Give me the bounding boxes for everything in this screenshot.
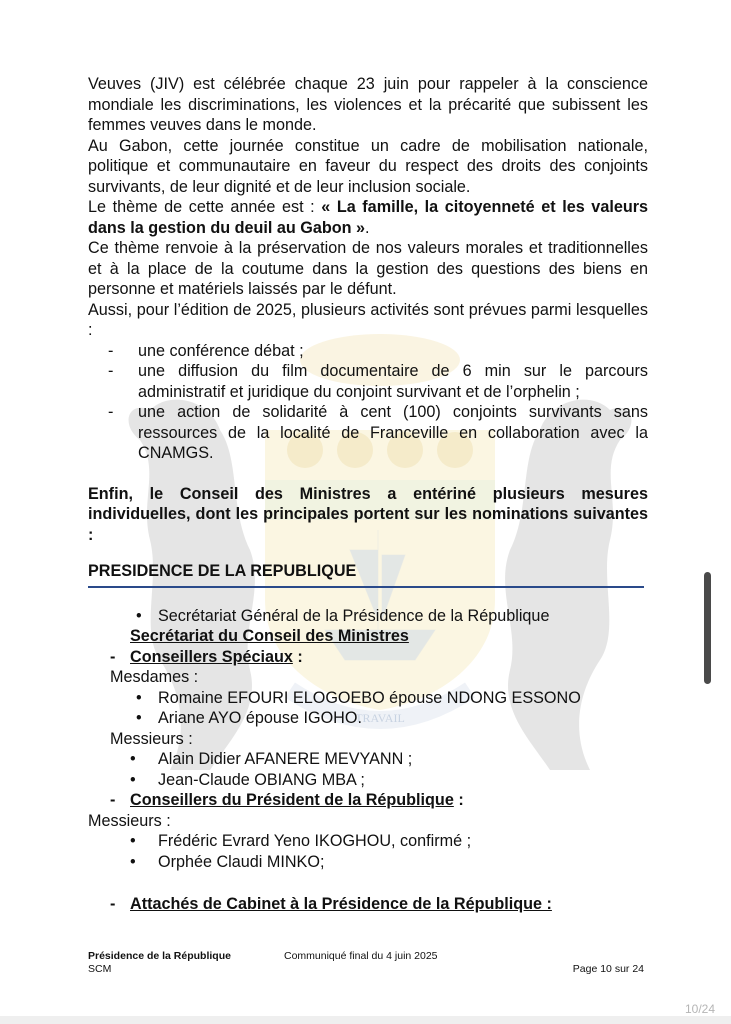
paragraph-jiv: Veuves (JIV) est célébrée chaque 23 juin pour rappeler à la conscience mondiale les discriminations, les violences et la précarité que subissent les femmes veuves dans le monde.: [88, 75, 648, 134]
page-content: [88, 74, 648, 915]
list-item: • Alain Didier AFANERE MEVYANN ;: [88, 749, 648, 770]
footer-communique: Communiqué final du 4 juin 2025: [284, 950, 438, 962]
theme-suffix: .: [365, 218, 370, 237]
list-item: - une diffusion du film documentaire de 6 min sur le parcours administratif et juridique du conjoint survivant et de l’orphelin ;: [108, 361, 648, 402]
footer-scm: SCM: [88, 963, 112, 975]
list-item: - une conférence débat ;: [108, 341, 648, 362]
scrollbar-thumb[interactable]: [704, 572, 711, 684]
paragraph-conclusion: Enfin, le Conseil des Ministres a entériné plusieurs mesures individuelles, dont les principales portent sur les nominations suivantes :: [88, 484, 648, 544]
viewer-bottom-bar: [0, 1016, 731, 1024]
messieurs-label: Messieurs :: [110, 729, 193, 748]
theme-title: « La famille, la citoyenneté et les valeurs dans la gestion du deuil au Gabon »: [88, 198, 649, 237]
list-item: • Ariane AYO épouse IGOHO.: [88, 708, 648, 729]
page-counter: 10/24: [684, 1002, 715, 1016]
attaches-heading: - Attachés de Cabinet à la Présidence de la République :: [88, 894, 648, 915]
list-item: • Jean-Claude OBIANG MBA ;: [88, 770, 648, 791]
footer-page-number: Page 10 sur 24: [572, 963, 644, 975]
scm-heading: Secrétariat du Conseil des Ministres: [130, 627, 409, 645]
list-item: - une action de solidarité à cent (100) conjoints survivants sans ressources de la localité de Franceville en collaboration avec la CNAMGS.: [108, 402, 648, 464]
conseillers-speciaux-heading: - Conseillers Spéciaux :: [88, 647, 648, 668]
theme-prefix: Le thème de cette année est :: [88, 198, 322, 216]
paragraph-gabon: Au Gabon, cette journée constitue un cadre de mobilisation nationale, politique et communautaire en faveur du respect des droits des conjoints survivants, de leur dignité et de leur inclusion sociale.: [88, 136, 648, 196]
sg-item: • Secrétariat Général de la Présidence de la République: [88, 606, 648, 627]
footer-issuer: Présidence de la République: [88, 950, 231, 962]
list-item: • Orphée Claudi MINKO;: [88, 852, 648, 873]
motto-text: TRAVAIL: [355, 711, 405, 725]
paragraph-values: Ce thème renvoie à la préservation de nos valeurs morales et traditionnelles et à la place de la coutume dans la gestion des questions des biens en personne et matériels laissés par le défunt.: [88, 239, 648, 298]
paragraph-activities-intro: Aussi, pour l’édition de 2025, plusieurs activités sont prévues parmi lesquelles :: [88, 300, 648, 339]
list-item: • Romaine EFOURI ELOGOEBO épouse NDONG ESSONO: [88, 688, 648, 709]
paragraph-theme: [88, 197, 648, 238]
mesdames-label: Mesdames :: [110, 668, 199, 686]
activities-list: [88, 341, 648, 464]
messieurs-label: Messieurs :: [88, 811, 171, 830]
list-item: • Frédéric Evrard Yeno IKOGHOU, confirmé ;: [88, 831, 648, 852]
conseillers-president-heading: - Conseillers du Président de la République :: [88, 790, 648, 811]
section-heading: PRESIDENCE DE LA REPUBLIQUE: [88, 561, 644, 588]
